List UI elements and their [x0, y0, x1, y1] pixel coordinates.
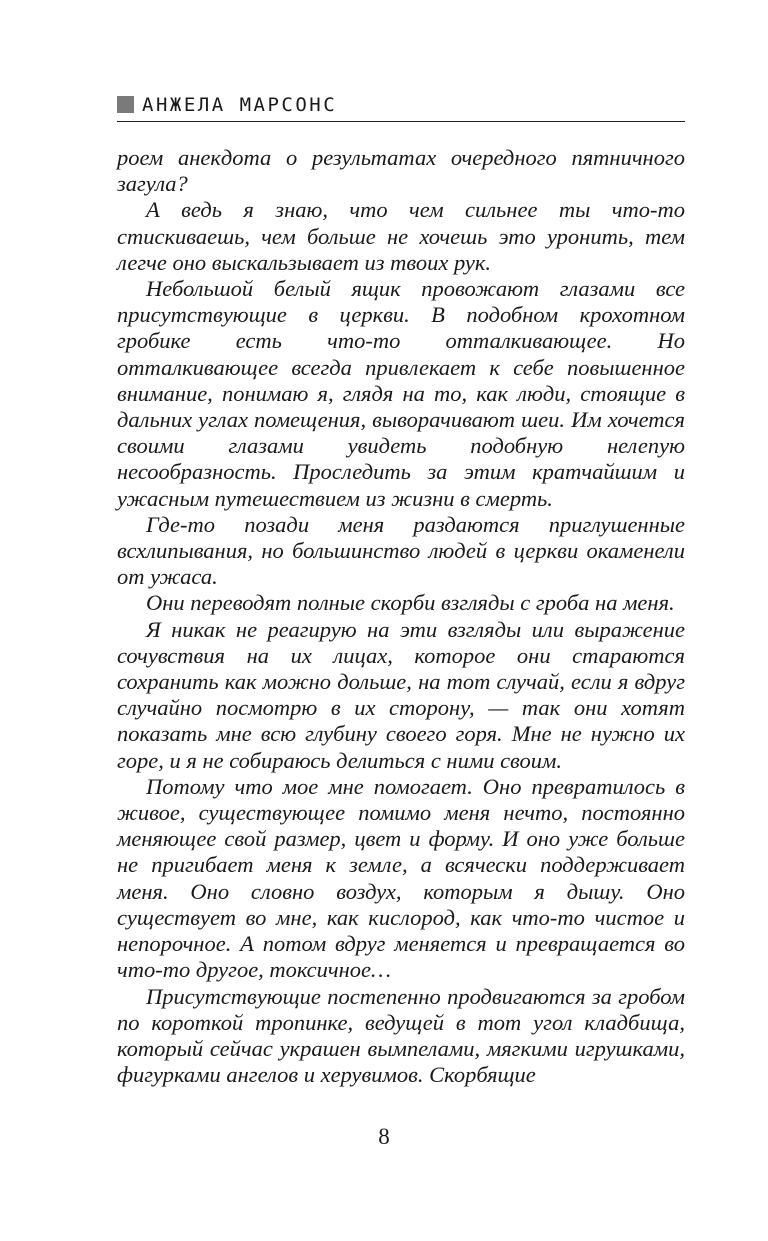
- body-text: [117, 145, 685, 1088]
- page-number: 8: [378, 1124, 390, 1149]
- paragraph-4: Где-то позади меня раздаются приглушенные всхлипывания, но большинство людей в церкви окаменели от ужаса.: [117, 511, 685, 590]
- header-marker-square: [117, 96, 134, 113]
- paragraph-3: Небольшой белый ящик провожают глазами все присутствующие в церкви. В подобном крохотном гробике есть что-то отталкивающее. Но отталкивающее всегда привлекает к себе повышенное внимание, понимаю я, глядя на то, как люди, стоящие в дальних углах помещения, выворачивают шеи. Им хочется своими глазами увидеть подобную нелепую несообразность. Проследить за этим кратчайшим и ужасным путешествием из жизни в смерть.: [117, 276, 685, 511]
- paragraph-1: роем анекдота о результатах очередного пятничного загула?: [117, 145, 685, 197]
- paragraph-7: Потому что мое мне помогает. Оно превратилось в живое, существующее помимо меня нечто, постоянно меняющее свой размер, цвет и форму. И оно уже больше не пригибает меня к земле, а всячески поддерживает меня. Оно словно воздух, которым я дышу. Оно существует во мне, как кислород, как что-то чистое и непорочное. А потом вдруг меняется и превращается во что-то другое, токсичное…: [117, 773, 685, 983]
- paragraph-5: Они переводят полные скорби взгляды с гроба на меня.: [146, 590, 675, 616]
- paragraph-6: Я никак не реагирую на эти взгляды или выражение сочувствия на их лицах, которое они стараются сохранить как можно дольше, на тот случай, если я вдруг случайно посмотрю в их сторону, — так они хотят показать мне всю глубину своего горя. Мне не нужно их горе, и я не собираюсь делиться с ними своим.: [117, 616, 685, 773]
- running-header: [117, 88, 685, 122]
- paragraph-2: А ведь я знаю, что чем сильнее ты что-то стискиваешь, чем больше не хочешь это уронить, тем легче оно выскальзывает из твоих рук.: [117, 197, 685, 275]
- paragraph-8: Присутствующие постепенно продвигаются за гробом по короткой тропинке, ведущей в тот угол кладбища, который сейчас украшен вымпелами, мягкими игрушками, фигурками ангелов и херувимов. Скорбящие: [117, 983, 685, 1088]
- header-author-name: АНЖЕЛА МАРСОНС: [142, 93, 338, 116]
